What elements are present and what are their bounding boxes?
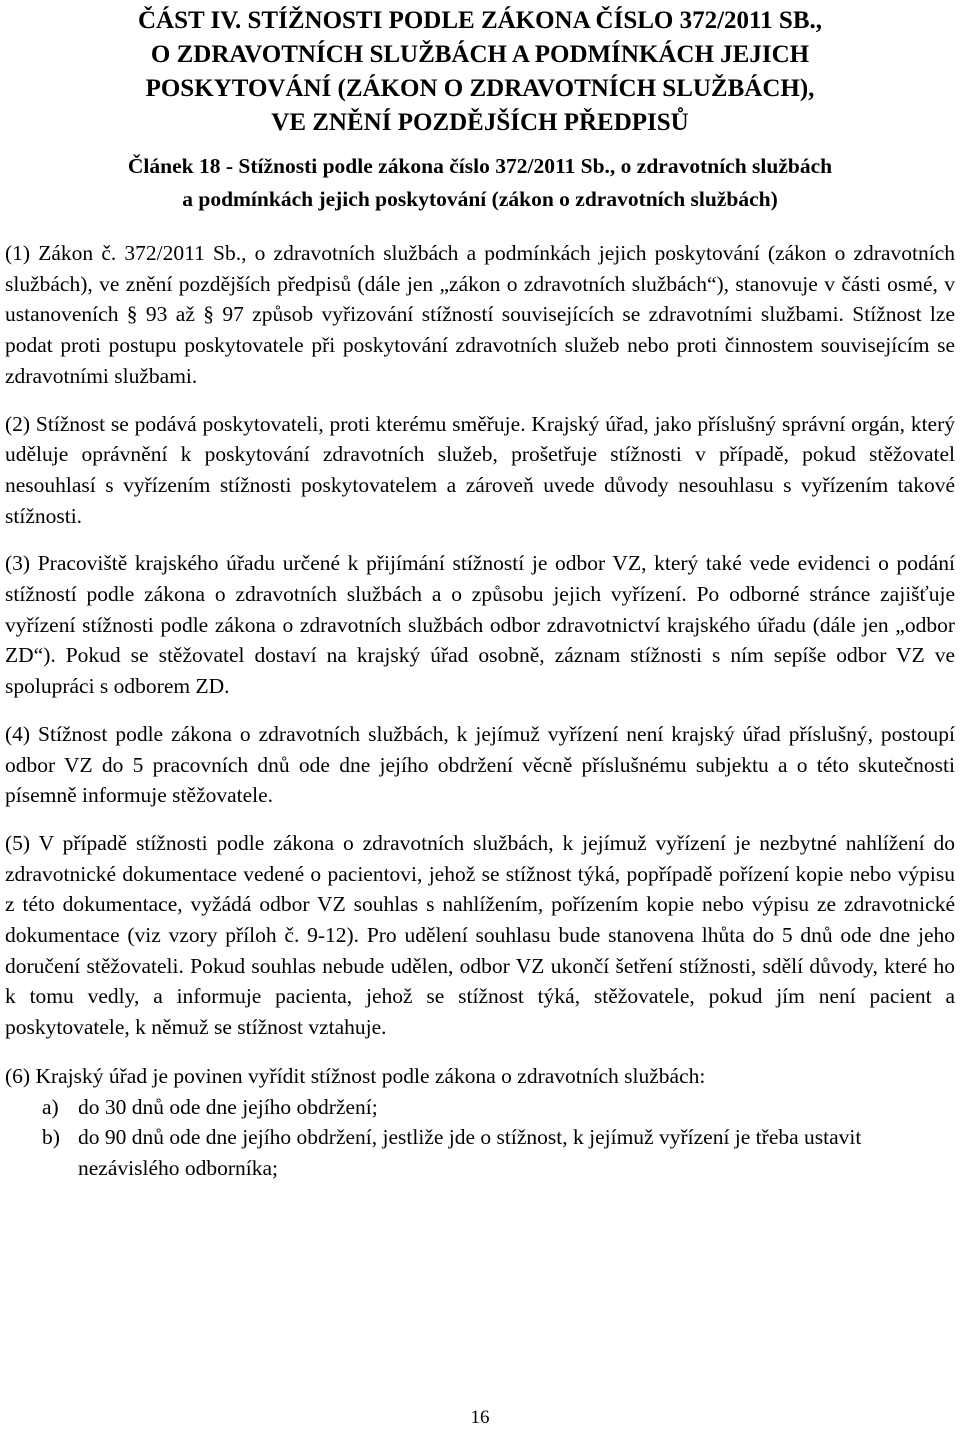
part-title-line-1: ČÁST IV. STÍŽNOSTI PODLE ZÁKONA ČÍSLO 372/2011 SB., — [137, 7, 822, 34]
part-title-line-3: POSKYTOVÁNÍ (ZÁKON O ZDRAVOTNÍCH SLUŽBÁCH), — [145, 75, 815, 102]
list-item — [5, 1092, 955, 1123]
article-title-line-1: Článek 18 - Stížnosti podle zákona číslo 372/2011 Sb., o zdravotních službách — [127, 154, 833, 178]
list-item-marker: a) — [42, 1094, 59, 1119]
list-item-text: do 90 dnů ode dne jejího obdržení, jestliže jde o stížnost, k jejímuž vyřízení je třeba ustavit nezávislého odborníka; — [78, 1125, 862, 1180]
article-title-line-2: a podmínkách jejich poskytování (zákon o zdravotních službách) — [182, 187, 778, 211]
list-item — [5, 1122, 955, 1183]
list-item-marker: b) — [42, 1125, 60, 1150]
paragraph-1: (1) Zákon č. 372/2011 Sb., o zdravotních službách a podmínkách jejich poskytování (zákon o zdravotních službách), ve znění pozdějších předpisů (dále jen „zákon o zdravotních službách“), stanovuje v části osmé, v ustanoveních § 93 až § 97 způsob vyřizování stížností souvisejících se zdravotními službami. Stížnost lze podat proti postupu poskytovatele při poskytování zdravotních služeb nebo proti činnostem souvisejícím se zdravotními službami. — [5, 241, 955, 388]
part-title-line-4: VE ZNĚNÍ POZDĚJŠÍCH PŘEDPISŮ — [271, 109, 689, 136]
part-title-line-2: O ZDRAVOTNÍCH SLUŽBÁCH A PODMÍNKÁCH JEJICH — [150, 41, 810, 68]
paragraph-6: (6) Krajský úřad je povinen vyřídit stížnost podle zákona o zdravotních službách: — [5, 1063, 706, 1088]
part-title — [5, 4, 955, 140]
paragraph-4: (4) Stížnost podle zákona o zdravotních službách, k jejímuž vyřízení není krajský úřad příslušný, postoupí odbor VZ do 5 pracovních dnů ode dne jejího obdržení věcně příslušnému subjektu a o této skutečnosti písemně informuje stěžovatele. — [5, 721, 955, 808]
page-number: 16 — [470, 1407, 490, 1428]
paragraph-2: (2) Stížnost se podává poskytovateli, proti kterému směřuje. Krajský úřad, jako příslušný správní orgán, který uděluje oprávnění k poskytování zdravotních služeb, prošetřuje stížnosti v případě, pokud stěžovatel nesouhlasí s vyřízením stížnosti poskytovatelem a zároveň uvede důvody nesouhlasu s vyřízením takové stížnosti. — [5, 411, 955, 528]
article-title — [5, 150, 955, 216]
deadline-list — [5, 1092, 955, 1184]
paragraph-5: (5) V případě stížnosti podle zákona o zdravotních službách, k jejímuž vyřízení je nezbytné nahlížení do zdravotnické dokumentace vedené o pacientovi, jehož se stížnost týká, popřípadě pořízení kopie nebo výpisu z této dokumentace, vyžádá odbor VZ souhlas s nahlížením, pořízením kopie nebo výpisu ze zdravotnické dokumentace (viz vzory příloh č. 9-12). Pro udělení souhlasu bude stanovena lhůta do 5 dnů ode dne jeho doručení stěžovateli. Pokud souhlas nebude udělen, odbor VZ ukončí šetření stížnosti, sdělí důvody, které ho k tomu vedly, a informuje pacienta, jehož se stížnost týká, stěžovatele, pokud jím není pacient a poskytovatele, k němuž se stížnost vztahuje. — [5, 830, 955, 1040]
document-page — [5, 0, 955, 1184]
paragraph-3: (3) Pracoviště krajského úřadu určené k přijímání stížností je odbor VZ, který také vede evidenci o podání stížností podle zákona o zdravotních službách a o způsobu jejich vyřízení. Po odborné stránce zajišťuje vyřízení stížnosti podle zákona o zdravotních službách odbor zdravotnictví krajského úřadu (dále jen „odbor ZD“). Pokud se stěžovatel dostaví na krajský úřad osobně, záznam stížnosti s ním sepíše odbor VZ ve spolupráci s odborem ZD. — [5, 551, 955, 699]
list-item-text: do 30 dnů ode dne jejího obdržení; — [78, 1094, 378, 1119]
